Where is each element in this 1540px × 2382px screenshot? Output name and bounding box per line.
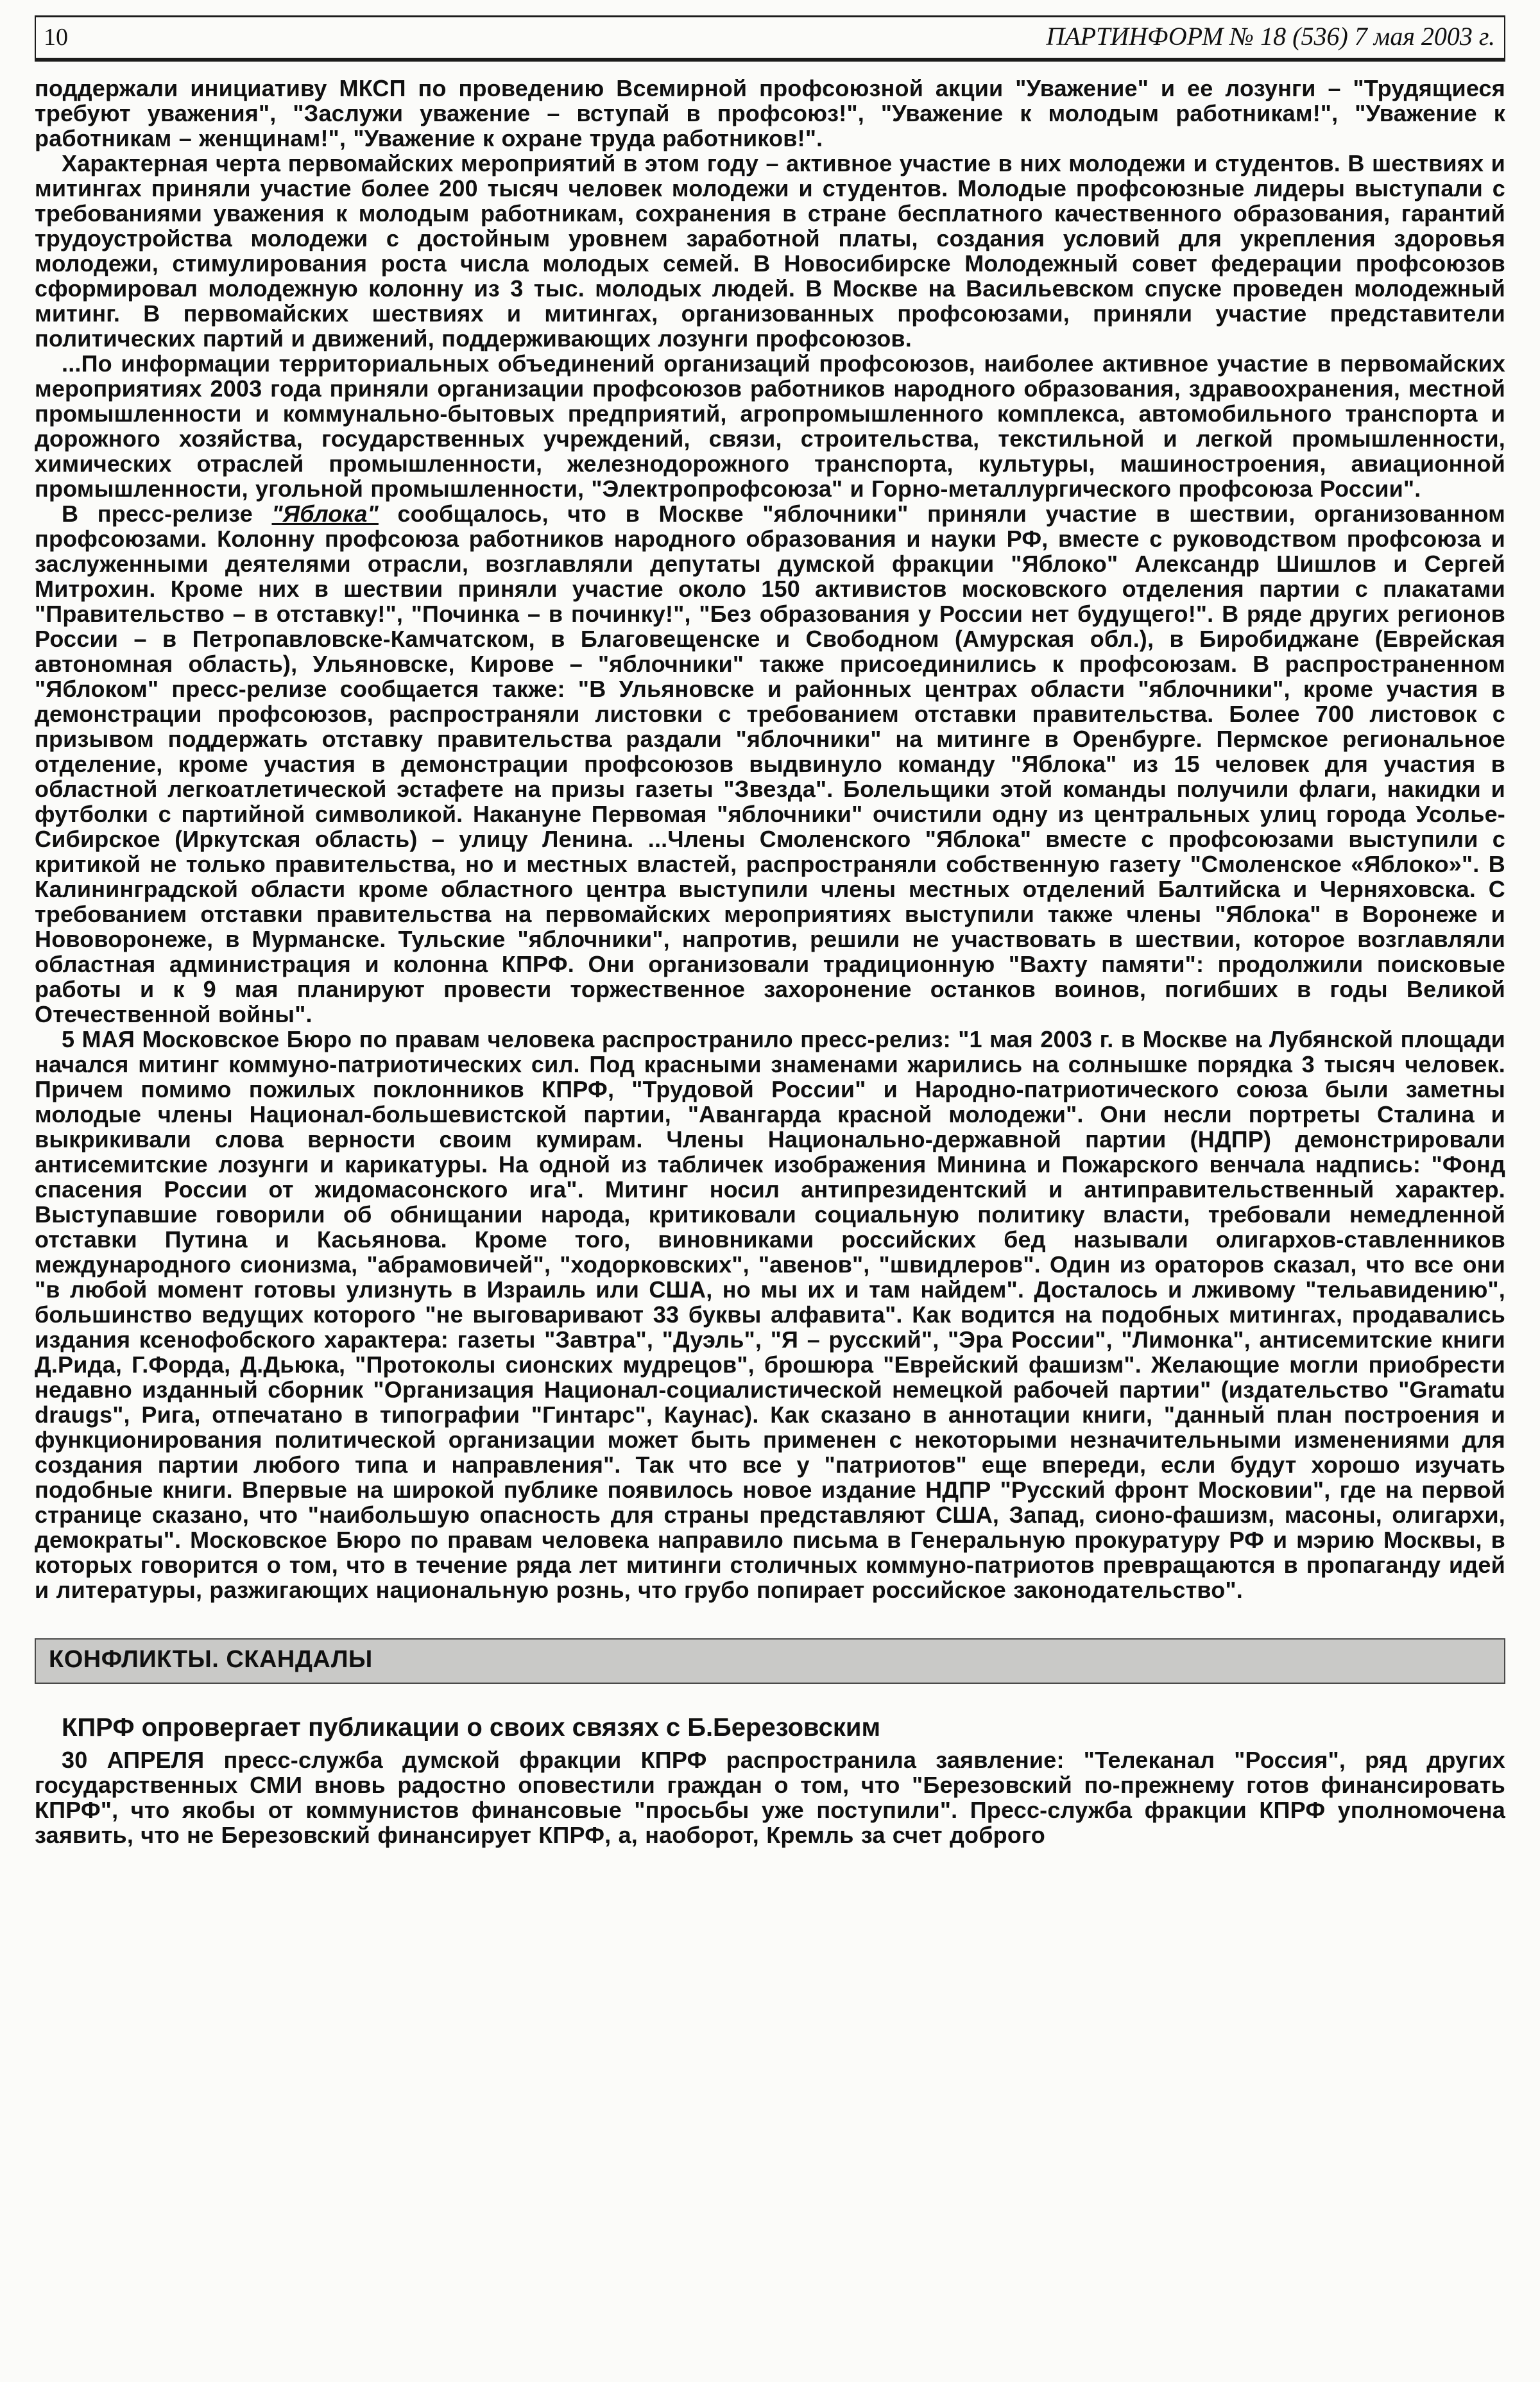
paragraph-human-rights-bureau: 5 МАЯ Московское Бюро по правам человека распространило пресс-релиз: "1 мая 2003 г. в Москве на Лубянской площади начался митинг коммуно-патриотических сил. Под красными знаменами жарились на солнышке порядка 3 тысяч человек. Причем помимо пожилых поклонников КПРФ, "Трудовой России" и Народно-патриотического союза были заметны молодые члены Национал-большевистской партии, "Авангарда красной молодежи". Они несли портреты Сталина и выкрикивали слова верности своим кумирам. Члены Национально-державной партии (НДПР) демонстрировали антисемитские лозунги и карикатуры. На одной из табличек изображения Минина и Пожарского венчала надпись: "Фонд спасения России от жидомасонского ига". Митинг носил антипрезидентский и антиправительственный характер. Выступавшие говорили об обнищании народа, критиковали социальную политику власти, требовали немедленной отставки Путина и Касьянова. Кроме того, виновниками российских бед называли олигархов-ставленников международного сионизма, "абрамовичей", "ходорковских", "авенов", "швидлеров". Один из ораторов сказал, что все они "в любой момент готовы улизнуть в Израиль или США, но мы их и там найдем". Досталось и лживому "тельавидению", большинство ведущих которого "не выговаривают 33 буквы алфавита". Как водится на подобных митингах, продавались издания ксенофобского характера: газеты "Завтра", "Дуэль", "Я – русский", "Эра России", "Лимонка", антисемитские книги Д.Рида, Г.Форда, Д.Дьюка, "Протоколы сионских мудрецов", брошюра "Еврейский фашизм". Желающие могли приобрести недавно изданный сборник "Организация Национал-социалистической немецкой рабочей партии" (издательство "Gramatu draugs", Рига, отпечатано в типографии "Гинтарс", Каунас). Как сказано в аннотации книги, "данный план построения и функционирования политической организации может быть применен с некоторыми незначительными изменениями для создания партии любого типа и направления". Так что все у "патриотов" еще впереди, если будут хорошо изучать подобные книги. Впервые на широкой публике появилось новое издание НДПР "Русский фронт Московии", где на первой странице сказано, что "наибольшую опасность для страны представляют США, Запад, сионо-фашизм, масоны, олигархи, демократы". Московское Бюро по правам человека направило письма в Генеральную прокуратуру РФ и мэрию Москвы, в которых говорится о том, что в течение ряда лет митинги столичных коммуно-патриотов превращаются в пропаганду идей и литературы, разжигающих национальную рознь, что грубо попирает российское законодательство". xyxy=(35,1026,1505,1603)
yabloko-underlined-term: "Яблока" xyxy=(271,501,379,527)
article-title: КПРФ опровергает публикации о своих связях с Б.Березовским xyxy=(62,1713,881,1742)
section-header-conflicts-scandals: КОНФЛИКТЫ. СКАНДАЛЫ xyxy=(35,1638,1505,1684)
journal-title: ПАРТИНФОРМ № 18 (536) 7 мая 2003 г. xyxy=(1046,22,1495,51)
paragraph-yabloko-report xyxy=(35,501,1505,1027)
paragraph-union-organizations: ...По информации территориальных объединений организаций профсоюзов, наиболее активное участие в первомайских мероприятиях 2003 года приняли организации профсоюзов работников народного образования, здравоохранения, местной промышленности и коммунально-бытовых предприятий, агропромышленного комплекса, автомобильного транспорта и дорожного хозяйства, государственных учреждений, связи, строительства, текстильной и легкой промышленности, химических отраслей промышленности, железнодорожного транспорта, культуры, машиностроения, авиационной промышленности, угольной промышленности, "Электропрофсоюза" и Горно-металлургического профсоюза России". xyxy=(35,350,1505,502)
page-header xyxy=(35,15,1505,62)
paragraph-continuation: поддержали инициативу МКСП по проведению Всемирной профсоюзной акции "Уважение" и ее лозунги – "Трудящиеся требуют уважения", "Заслужи уважение – вступай в профсоюз!", "Уважение к молодым работникам!", "Уважение к работникам – женщинам!", "Уважение к охране труда работников!". xyxy=(35,75,1505,151)
paragraph-kprf-statement: 30 АПРЕЛЯ пресс-служба думской фракции КПРФ распространила заявление: "Телеканал "Россия", ряд других государственных СМИ вновь радостно оповестили граждан о том, что "Березовский по-прежнему готов финансировать КПРФ", что якобы от коммунистов финансовые "просьбы уже поступили". Пресс-служба фракции КПРФ уполномочена заявить, что не Березовский финансирует КПРФ, а, наоборот, Кремль за счет доброго xyxy=(35,1747,1505,1848)
page-number: 10 xyxy=(44,24,68,51)
paragraph-youth-mayday: Характерная черта первомайских мероприятий в этом году – активное участие в них молодежи и студентов. В шествиях и митингах приняли участие более 200 тысяч человек молодежи и студентов. Молодые профсоюзные лидеры выступали с требованиями уважения к молодым работникам, сохранения в стране бесплатного качественного образования, гарантий трудоустройства молодежи с достойным уровнем заработной платы, создания условий для укрепления здоровья молодежи, стимулирования роста числа молодых семей. В Новосибирске Молодежный совет федерации профсоюзов сформировал молодежную колонну из 3 тыс. молодых людей. В Москве на Васильевском спуске проведен молодежный митинг. В первомайских шествиях и митингах, организованных профсоюзами, приняли участие представители политических партий и движений, поддерживающих лозунги профсоюзов. xyxy=(35,150,1505,352)
paragraph-text-before: В пресс-релизе xyxy=(62,501,272,527)
page-body xyxy=(35,62,1505,1847)
paragraph-text-after: сообщалось, что в Москве "яблочники" приняли участие в шествии, организованном профсоюзами. Колонну профсоюза работников народного образования и науки РФ, вместе с руководством профсоюза и заслуженными деятелями отрасли, возглавляли депутаты думской фракции "Яблоко" Александр Шишлов и Сергей Митрохин. Кроме них в шествии приняли участие около 150 активистов московского отделения партии с плакатами "Правительство – в отставку!", "Починка – в починку!", "Без образования у России нет будущего!". В ряде других регионов России – в Петропавловске-Камчатском, в Благовещенске и Свободном (Амурская обл.), в Биробиджане (Еврейская автономная область), Ульяновске, Кирове – "яблочники" также присоединились к профсоюзам. В распространенном "Яблоком" пресс-релизе сообщается также: "В Ульяновске и районных центрах области "яблочники", кроме участия в демонстрации профсоюзов, распространяли листовки с требованием отставки правительства. Более 700 листовок с призывом поддержать отставку правительства раздали "яблочники" на митинге в Оренбурге. Пермское региональное отделение, кроме участия в демонстрации профсоюзов выдвинуло команду "Яблока" из 15 человек для участия в областной легкоатлетической эстафете на призы газеты "Звезда". Болельщики этой команды получили флаги, накидки и футболки с партийной символикой. Накануне Первомая "яблочники" очистили одну из центральных улиц города Усолье-Сибирское (Иркутская область) – улицу Ленина. ...Члены Смоленского "Яблока" вместе с профсоюзами выступили с критикой не только правительства, но и местных властей, распространяли собственную газету "Смоленское «Яблоко»". В Калининградской области кроме областного центра выступили члены местных отделений Балтийска и Черняховска. С требованием отставки правительства на первомайских мероприятиях выступили также члены "Яблока" в Воронеже и Нововоронеже, в Мурманске. Тульские "яблочники", напротив, решили не участвовать в шествии, которое возглавляли областная администрация и колонна КПРФ. Они организовали традиционную "Вахту памяти": продолжили поисковые работы и к 9 мая планируют провести торжественное захоронение останков воинов, погибших в годы Великой Отечественной войны". xyxy=(35,501,1505,1027)
